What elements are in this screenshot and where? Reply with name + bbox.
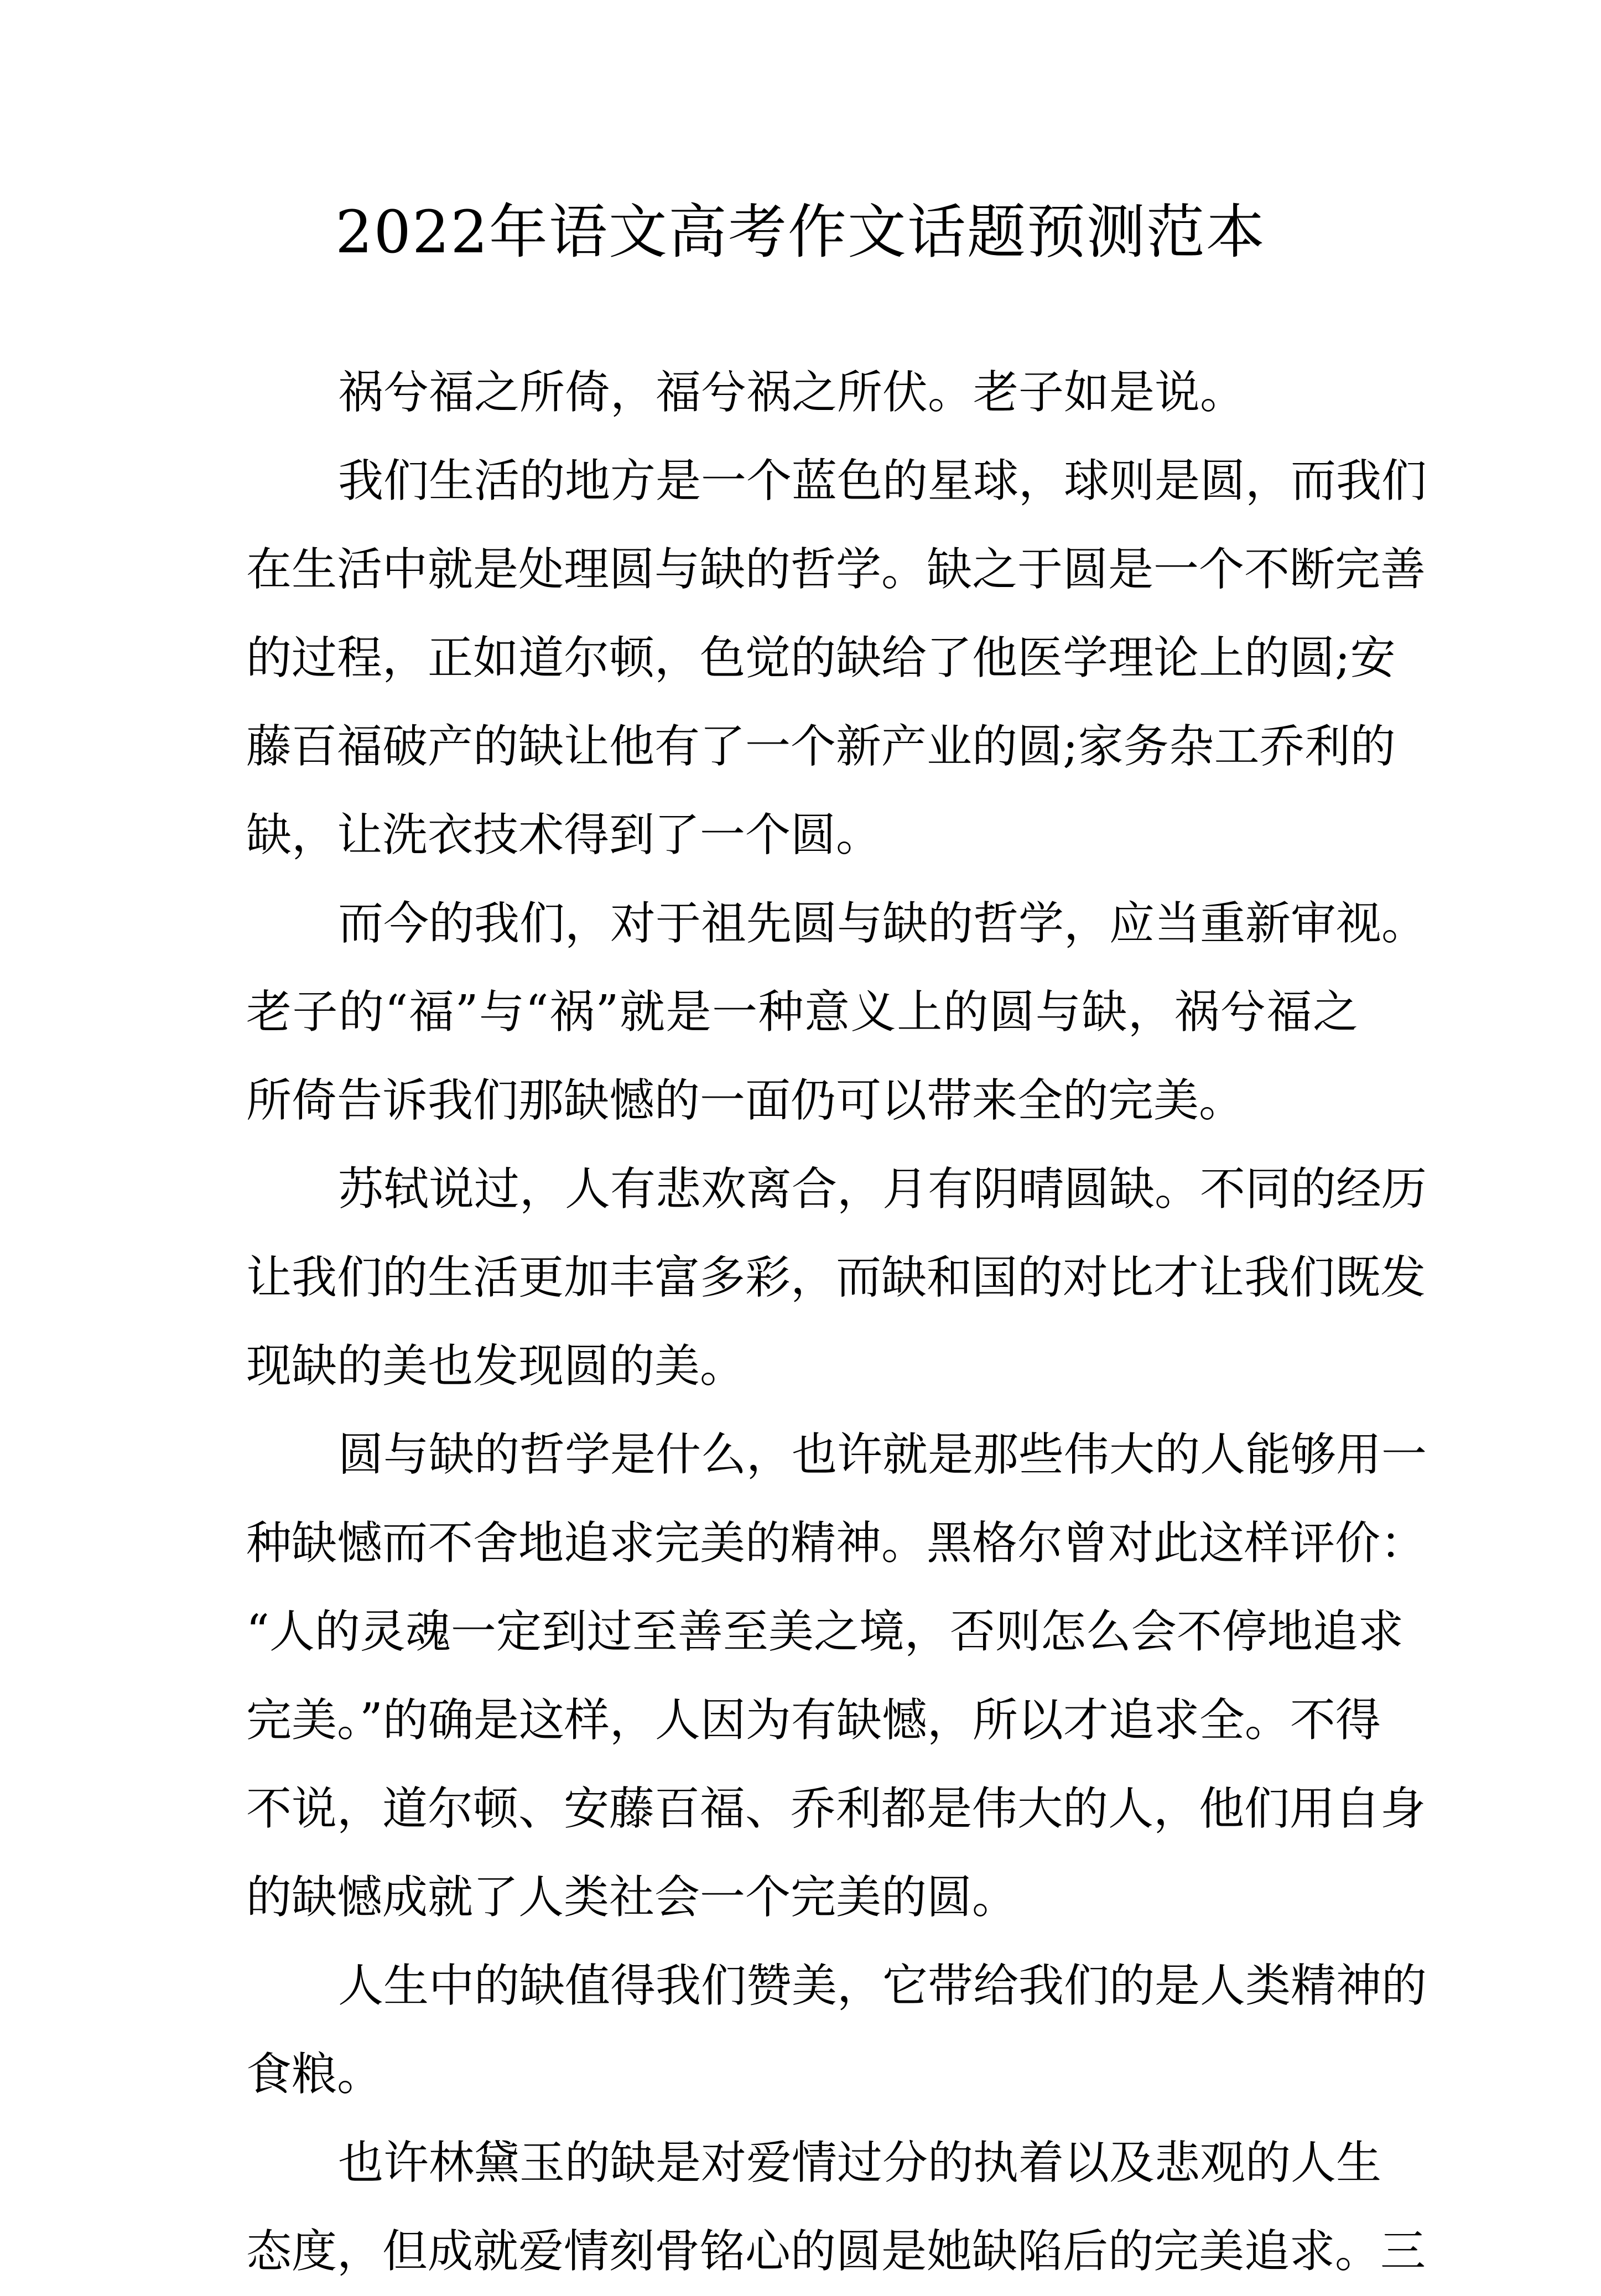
text-line: 祸兮福之所倚，福兮祸之所伏。老子如是说。	[338, 366, 1246, 419]
text-line: 不说，道尔顿、安藤百福、乔利都是伟大的人，他们用自身	[246, 1783, 1426, 1835]
text-line: 而今的我们，对于祖先圆与缺的哲学，应当重新审视。	[338, 897, 1427, 950]
text-line: 藤百福破产的缺让他有了一个新产业的圆;家务杂工乔利的	[246, 720, 1396, 773]
document-title: 2022年语文高考作文话题预测范本	[335, 198, 1266, 266]
text-line: 人生中的缺值得我们赞美，它带给我们的是人类精神的	[338, 1960, 1427, 2012]
text-line: 所倚告诉我们那缺憾的一面仍可以带来全的完美。	[246, 1074, 1245, 1127]
text-line: 的过程，正如道尔顿，色觉的缺给了他医学理论上的圆;安	[246, 632, 1396, 684]
text-line: “人的灵魂一定到过至善至美之境，否则怎么会不停地追求	[246, 1606, 1404, 1658]
text-line: 老子的“福”与“祸”就是一种意义上的圆与缺，祸兮福之	[246, 986, 1358, 1038]
text-line: 食粮。	[246, 2048, 383, 2101]
text-line: 种缺憾而不舍地追求完美的精神。黑格尔曾对此这样评价：	[246, 1517, 1426, 1570]
document-body	[246, 349, 1427, 2296]
text-line: 我们生活的地方是一个蓝色的星球，球则是圆，而我们	[338, 455, 1427, 507]
text-line: 圆与缺的哲学是什么，也许就是那些伟大的人能够用一	[338, 1428, 1427, 1481]
text-line: 完美。”的确是这样，人因为有缺憾，所以才追求全。不得	[246, 1694, 1381, 1747]
text-line: 也许林黛玉的缺是对爱情过分的执着以及悲观的人生	[338, 2137, 1382, 2189]
text-line: 苏轼说过，人有悲欢离合，月有阴晴圆缺。不同的经历	[338, 1163, 1427, 1215]
text-line: 的缺憾成就了人类社会一个完美的圆。	[246, 1871, 1018, 1924]
text-line: 缺，让洗衣技术得到了一个圆。	[246, 809, 882, 861]
text-line: 现缺的美也发现圆的美。	[246, 1340, 746, 1393]
text-line: 态度，但成就爱情刻骨铭心的圆是她缺陷后的完美追求。三	[246, 2225, 1426, 2278]
text-line: 让我们的生活更加丰富多彩，而缺和国的对比才让我们既发	[246, 1251, 1426, 1304]
text-line: 在生活中就是处理圆与缺的哲学。缺之于圆是一个不断完善	[246, 543, 1426, 596]
